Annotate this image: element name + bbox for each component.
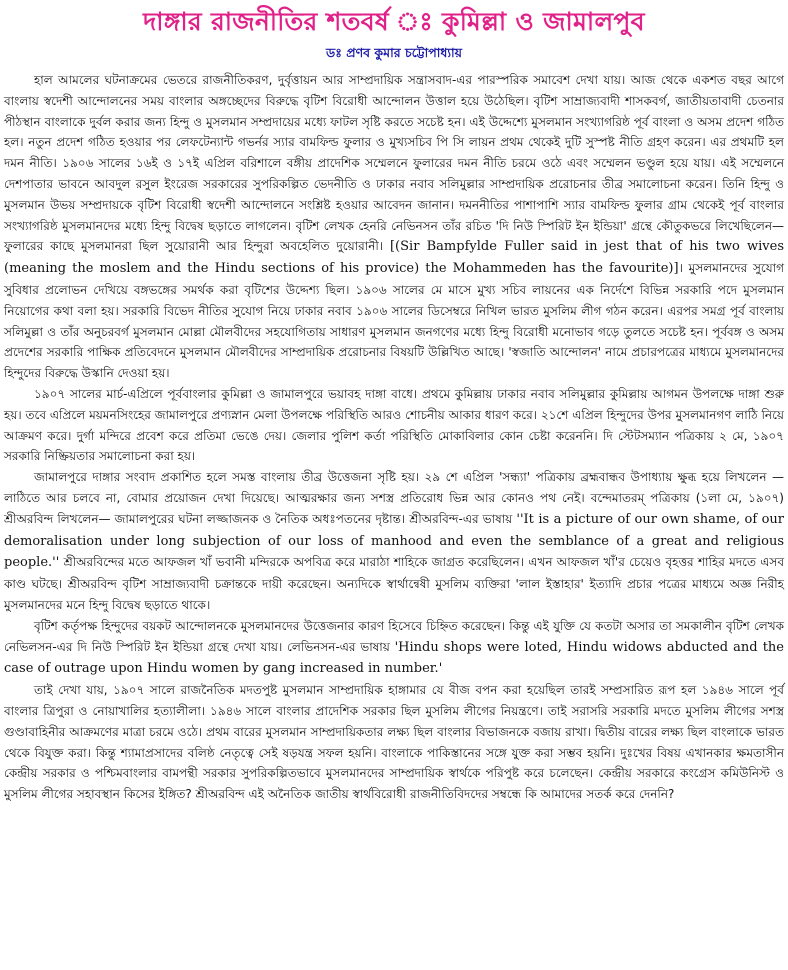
paragraph-1-tail: । মুসলমানদের সুযোগ সুবিধার প্রলোভন দেখিয়ে বঙ্গভঙ্গের সমর্থক করা বৃটিশের উদ্দেশ্য ছিল। ১৯০৬ সালের মে মাসে মুখ্য সচিব লায়নের এক নির্দেশে বিভিন্ন সরকারি পদে মুসলমান নিয়োগের কথা বলা হয়। সরকারি বিভেদ নীতির সুযোগ নিয়ে ঢাকার নবাব ১৯০৬ সালের ডিসেম্বরে নিখিল ভারত মুসলিম লীগ গঠন করেন। এরপর সমগ্র পূর্ব বাংলায় সলিমুল্লা ও তাঁর অনুচরবর্গ মুসলমান মোল্লা মৌলবীদের সহযোগিতায় সাধারণ মুসলমান জনগণের মধ্যে হিন্দু বিরোধী মনোভাব গড়ে তুলতে সচেষ্ট হন। পূর্ববঙ্গ ও অসম প্রদেশের সরকারি পাক্ষিক প্রতিবেদনে মুসলমান মৌলবীদের সাম্প্রদায়িক প্ররোচনার বিষয়টি উল্লিখিত আছে। 'স্বজাতি আন্দোলন' নামে প্রচারপত্রের মাধ্যমে মুসলমানদের হিন্দুদের বিরুদ্ধে উস্কানি দেওয়া হয়। bbox=[4, 261, 784, 381]
paragraph-5 bbox=[4, 680, 784, 805]
article-body bbox=[4, 70, 784, 805]
paragraph-2-text: ১৯০৭ সালের মার্চ-এপ্রিলে পূর্ববাংলার কুমিল্লা ও জামালপুরে ভয়াবহ দাঙ্গা বাধে। প্রথমে কুমিল্লায় ঢাকার নবাব সলিমুল্লার কুমিল্লায় আগমন উপলক্ষে দাঙ্গা শুরু হয়। তবে এপ্রিলে ময়মনসিংহের জামালপুরে প্রণ্যস্নান মেলা উপলক্ষে পরিস্থিতি আরও শোচনীয় আকার ধারণ করে। ২১শে এপ্রিল হিন্দুদের উপর মুসলমানগণ লাঠি নিয়ে আক্রমণ করে। দুর্গা মন্দিরে প্রবেশ করে প্রতিমা ভেঙে দেয়। জেলার পুলিশ কর্তা পরিস্থিতি মোকাবিলার কোন চেষ্টা করেননি। দি স্টেটসম্যান পত্রিকায় ২ মে, ১৯০৭ সরকারি নিষ্ক্রিয়তার সমালোচনা করা হয়। bbox=[4, 386, 784, 464]
paragraph-4 bbox=[4, 616, 784, 680]
paragraph-1-english-quote: [(Sir Bampfylde Fuller said in jest that of his two wives (meaning the moslem and the Hindu sections of his provice) the Mohammeden has the favourite)] bbox=[4, 239, 784, 277]
paragraph-3 bbox=[4, 467, 784, 616]
paragraph-3-tail: শ্রীঅরবিন্দের মতে আফজল খাঁ ভবানী মন্দিরকে অপবিত্র করে মারাঠা শাহিকে জাগ্রত করেছিলেন। এখন আফজল খাঁ'র চেয়েও বৃহত্তর শাহির মদতে এসব কাণ্ড ঘটছে। শ্রীঅরবিন্দ বৃটিশ সাম্রাজ্যবাদী চক্রান্তকে দায়ী করেছেন। অন্যদিকে স্বার্থান্বেষী মুসলিম ব্যক্তিরা 'লাল ইস্তাহার' ইত্যাদি প্রচার পত্রের মাধ্যমে অজ্ঞ নিরীহ মুসলমানদের মনে হিন্দু বিদ্বেষ ছড়াতে থাকে। bbox=[4, 555, 784, 612]
paragraph-2 bbox=[4, 384, 784, 467]
paragraph-1 bbox=[4, 70, 784, 384]
paragraph-3-english-quote: ''It is a picture of our own shame, of our demoralisation under long subjection of our loss of manhood and even the semblance of a great and religious people.'' bbox=[4, 511, 784, 571]
paragraph-4-text: বৃটিশ কর্তৃপক্ষ হিন্দুদের বয়কট আন্দোলনকে মুসলমানদের উত্তেজনার কারণ হিসেবে চিহ্নিত করেছেন। কিন্তু এই যুক্তি যে কতটা অসার তা সমকালীন বৃটিশ লেখক নেভিলসন-এর দি নিউ স্পিরিট ইন ইন্ডিয়া গ্রন্থে দেখা যায়। লেভিনসন-এর ভাষায় bbox=[4, 618, 784, 654]
paragraph-3-text: জামালপুরে দাঙ্গার সংবাদ প্রকাশিত হলে সমস্ত বাংলায় তীব্র উত্তেজনা সৃষ্টি হয়। ২৯ শে এপ্রিল 'সন্ধ্যা' পত্রিকায় ব্রহ্মবান্ধব উপাধ্যায় ক্ষুব্ধ হয়ে লিখলেন —লাঠিতে আর চলবে না, বোমার প্রয়োজন দেখা দিয়েছে। আত্মরক্ষার জন্য সশস্ত্র প্রতিরোধ ভিন্ন আর কোনও পথ নেই। বন্দেমাতরম্ পত্রিকায় (১লা মে, ১৯০৭) শ্রীঅরবিন্দ লিখলেন— জামালপুরের ঘটনা লজ্জাজনক ও নৈতিক অধঃপতনের দৃষ্টান্ত। শ্রীঅরবিন্দ-এর ভাষায় bbox=[4, 470, 784, 526]
article-title: দাঙ্গার রাজনীতির শতবর্ষ ঃ কুমিল্লা ও জামালপুব bbox=[143, 7, 645, 36]
paragraph-4-english-quote: 'Hindu shops were loted, Hindu widows abducted and the case of outrage upon Hindu women by gang increased in number.' bbox=[4, 639, 784, 677]
paragraph-1-text: হাল আমলের ঘটনাক্রমের ভেতরে রাজনীতিকরণ, দুর্বৃত্তায়ন আর সাম্প্রদায়িক সন্ত্রাসবাদ-এর পারস্পরিক সমাবেশ দেখা যায়। আজ থেকে একশত বছর আগে বাংলায় স্বদেশী আন্দোলনের সময় বাংলার অঙ্গচ্ছেদের বিরুদ্ধে বৃটিশ বিরোধী আন্দোলন উত্তাল হয়ে উঠেছিল। বৃটিশ সাম্রাজ্যবাদী শাসকবর্গ, জাতীয়তাবাদী চেতনার পীঠস্থান বাংলাকে দুর্বল করার জন্য হিন্দু ও মুসলমান সম্প্রদায়ের মধ্যে ফাটল সৃষ্টি করতে সচেষ্ট হন। এই উদ্দেশ্যে মুসলমান সংখ্যাগরিষ্ঠ পূর্ব বাংলা ও অসম প্রদেশ গঠিত হল। নতুন প্রদেশ গঠিত হওয়ার পর লেফটেন্যান্ট গভর্নর স্যার বামফিল্ড ফুলার ও মুখ্যসচিব পি সি লায়ন প্রথম থেকেই দুটি সুস্পষ্ট নীতি গ্রহণ করেন। এর প্রথমটি হল দমন নীতি। ১৯০৬ সালের ১৬ই ও ১৭ই এপ্রিল বরিশালে বঙ্গীয় প্রাদেশিক সম্মেলনে ফুলারের দমন নীতি চরমে ওঠে এবং সম্মেলন ভণ্ডুল হয়ে যায়। এই সম্মেলনে দেশপাতার ভাবনে আবদুল রসুল ইংরেজ সরকারের সুপরিকল্পিত ভেদনীতি ও ঢাকার নবাব সলিমুল্লার সাম্প্রদায়িক প্ররোচনার তীব্র সমালোচনা করেন। তিনি হিন্দু ও মুসলমান উভয় সম্প্রদায়কে বৃটিশ বিরোধী স্বদেশী আন্দোলনে সংশ্লিষ্ট হওয়ার আবেদন জানান। দমননীতির পাশাপাশি স্যার বামফিল্ড ফুলার গ্রাম থেকেই পূর্ব বাংলার সংখ্যাগরিষ্ঠ মুসলমানদের মধ্যে হিন্দু বিদ্বেষ ছড়াতে লাগলেন। বৃটিশ লেখক হেনরি নেভিনসন তাঁর রচিত 'দি নিউ স্পিরিট ইন ইন্ডিয়া' গ্রন্থে কৌতুকভরে লিখেছিলেন— ফুলারের কাছে মুসলমানরা ছিল সুয়োরানী আর হিন্দুরা অবহেলিত দুয়োরানী। bbox=[4, 73, 785, 254]
paragraph-5-text: তাই দেখা যায়, ১৯০৭ সালে রাজনৈতিক মদতপুষ্ট মুসলমান সাম্প্রদায়িক হাঙ্গামার যে বীজ বপন করা হয়েছিল তারই সম্প্রসারিত রূপ হল ১৯৪৬ সালে পূর্ব বাংলার ত্রিপুরা ও নোয়াখালির হত্যালীলা। ১৯৪৬ সালে বাংলার প্রাদেশিক সরকার ছিল মুসলিম লীগের নিয়ন্ত্রণে। তাই সরাসরি সরকারি মদতে মুসলিম লীগের সশস্ত্র গুণ্ডাবাহিনীর আক্রমণের মাত্রা চরমে ওঠে। প্রথম বারের মুসলমান সাম্প্রদায়িকতার লক্ষ্য ছিল বাংলার বিভাজনকে বজায় রাখা। দ্বিতীয় বারের লক্ষ্য ছিল বাংলাকে ভারত থেকে বিযুক্ত করা। কিন্তু শ্যামাপ্রসাদের বলিষ্ঠ নেতৃত্বে সেই ষড়যন্ত্র সফল হয়নি। বাংলাকে পাকিস্তানের সঙ্গে যুক্ত করা সম্ভব হয়নি। দুঃখের বিষয় এখানকার ক্ষমতাসীন কেন্দ্রীয় সরকার ও পশ্চিমবাংলার বামপন্থী সরকার সুপরিকল্পিতভাবে মুসলমানদের সাম্প্রদায়িক স্বার্থকে পরিপুষ্ট করে চলেছেন। কেন্দ্রীয় সরকারে কংগ্রেস কমিউনিস্ট ও মুসলিম লীগের সহাবস্থান কিসের ইঙ্গিত? শ্রীঅরবিন্দ এই অনৈতিক জাতীয় স্বার্থবিরোধী রাজনীতিবিদদের সম্বন্ধে কি আমাদের সতর্ক করে দেননি? bbox=[4, 683, 784, 802]
article-author: ডঃ প্রণব কুমার চট্টোপাধ্যায় bbox=[326, 45, 462, 60]
